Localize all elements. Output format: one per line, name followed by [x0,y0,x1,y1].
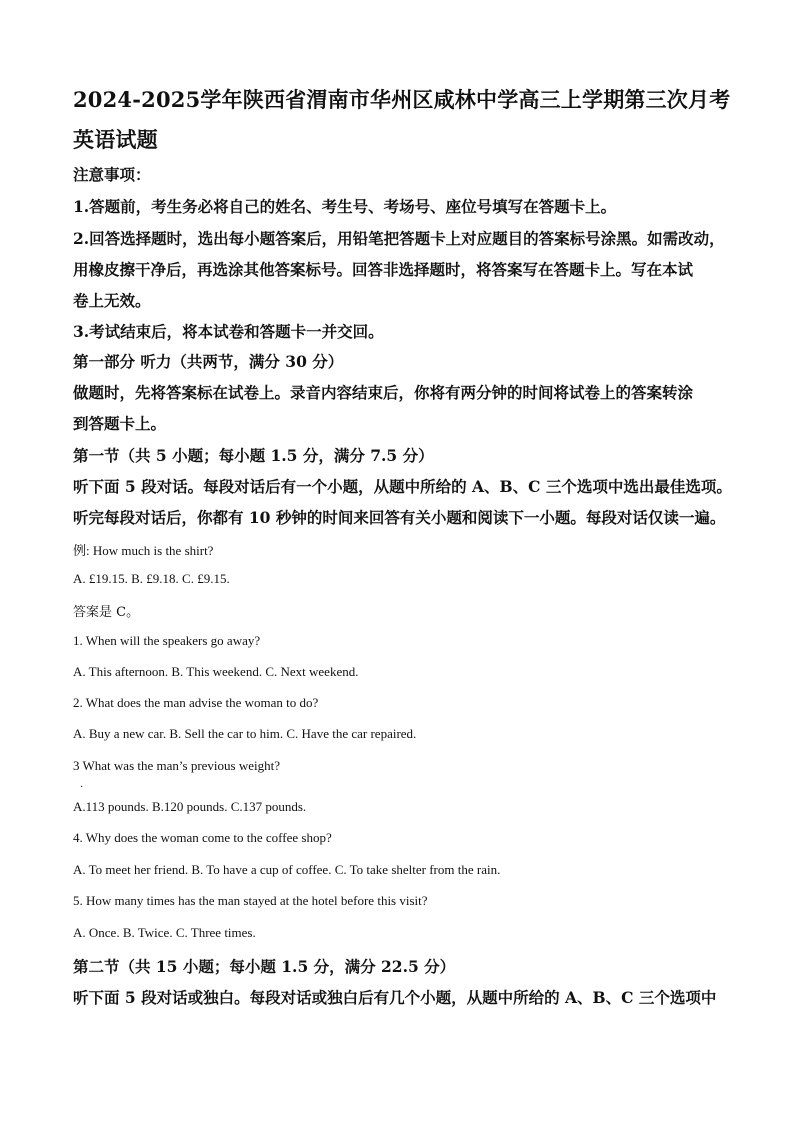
part1-instruction-line2: 到答题卡上。 [73,414,167,433]
section2-instruction-line1: 听下面 5 段对话或独白。每段对话或独白后有几个小题，从题中所给的 A、B、C 三个选项中 [73,988,717,1007]
question-4-options: A. To meet her friend. B. To have a cup of coffee. C. To take shelter from the rain. [73,862,501,877]
note-3: 3.考试结束后，将本试卷和答题卡一并交回。 [73,322,384,341]
question-2-options: A. Buy a new car. B. Sell the car to him. C. Have the car repaired. [73,726,417,741]
note-2-line2: 用橡皮擦干净后，再选涂其他答案标号。回答非选择题时，将答案写在答题卡上。写在本试 [73,260,694,279]
question-1-options: A. This afternoon. B. This weekend. C. Next weekend. [73,664,359,679]
example-question: 例: How much is the shirt? [73,543,214,558]
section1-instruction-line1: 听下面 5 段对话。每段对话后有一个小题，从题中所给的 A、B、C 三个选项中选出最佳选项。 [73,477,732,496]
example-answer: 答案是 C。 [73,605,140,620]
exam-title-line1: 2024-2025学年陕西省渭南市华州区咸林中学高三上学期第三次月考 [73,87,731,112]
section1-instruction-line2: 听完每段对话后，你都有 10 秒钟的时间来回答有关小题和阅读下一小题。每段对话仅读一遍。 [73,508,726,527]
note-2-line3: 卷上无效。 [73,291,151,310]
example-options: A. £19.15. B. £9.18. C. £9.15. [73,571,230,586]
question-3: 3 What was the man’s previous weight? [73,758,280,773]
question-1: 1. When will the speakers go away? [73,633,261,648]
question-2: 2. What does the man advise the woman to do? [73,695,319,710]
question-3-dot: · [80,782,84,793]
note-2-line1: 2.回答选择题时，选出每小题答案后，用铅笔把答题卡上对应题目的答案标号涂黑。如需改动， [73,229,725,248]
exam-title-line2: 英语试题 [73,127,158,152]
question-5: 5. How many times has the man stayed at the hotel before this visit? [73,893,428,908]
section2-heading: 第二节（共 15 小题；每小题 1.5 分，满分 22.5 分） [73,957,456,976]
question-5-options: A. Once. B. Twice. C. Three times. [73,925,256,940]
notes-heading: 注意事项： [73,165,151,184]
question-3-options: A.113 pounds. B.120 pounds. C.137 pounds. [73,799,307,814]
note-1: 1.答题前，考生务必将自己的姓名、考生号、考场号、座位号填写在答题卡上。 [73,197,617,216]
part1-instruction-line1: 做题时，先将答案标在试卷上。录音内容结束后，你将有两分钟的时间将试卷上的答案转涂 [73,383,694,402]
question-4: 4. Why does the woman come to the coffee shop? [73,830,332,845]
section1-heading: 第一节（共 5 小题；每小题 1.5 分，满分 7.5 分） [73,446,434,465]
part1-heading: 第一部分 听力（共两节，满分 30 分） [73,352,344,371]
